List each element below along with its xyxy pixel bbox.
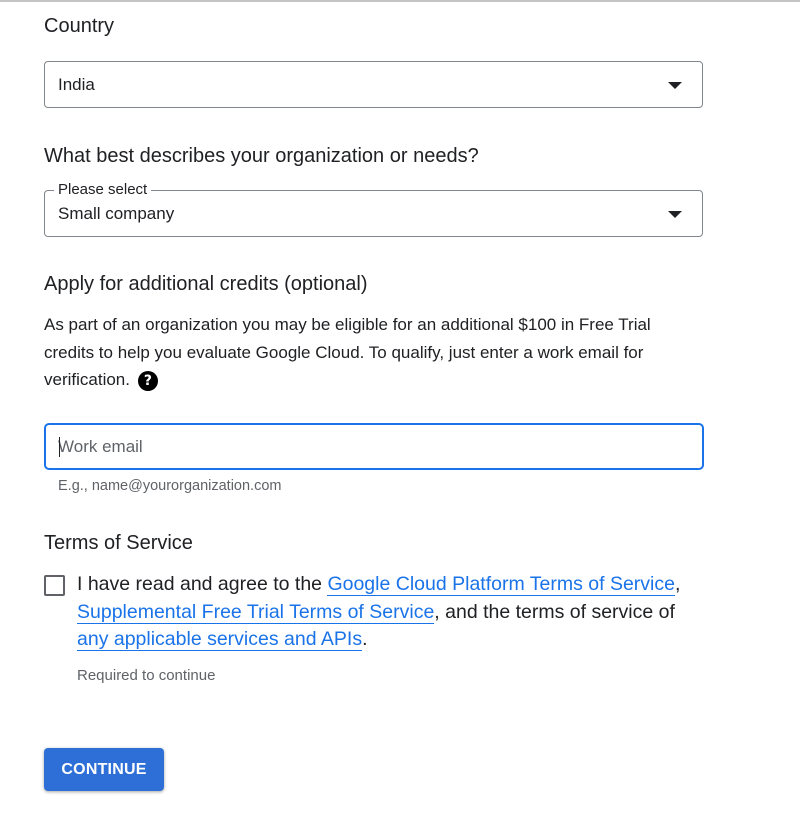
chevron-down-icon xyxy=(668,82,682,89)
chevron-down-icon xyxy=(668,211,682,218)
credits-description xyxy=(44,311,704,394)
services-apis-terms-link[interactable]: any applicable services and APIs xyxy=(77,628,363,650)
required-note: Required to continue xyxy=(77,667,216,684)
organization-select[interactable] xyxy=(44,181,703,237)
credits-description-text: As part of an organization you may be eligible for an additional $100 in Free Trial credits to help you evaluate Google Cloud. To qualify, just enter a work email for verification. xyxy=(44,315,651,389)
organization-selected-value: Small company xyxy=(58,204,175,223)
country-select[interactable] xyxy=(44,61,703,108)
country-selected-value: India xyxy=(58,75,95,94)
work-email-helper: E.g., name@yourorganization.com xyxy=(58,478,282,494)
work-email-input[interactable] xyxy=(58,425,678,468)
organization-heading: What best describes your organization or needs? xyxy=(44,145,479,167)
country-heading: Country xyxy=(44,15,115,37)
work-email-field[interactable] xyxy=(44,423,704,470)
terms-agreement-text xyxy=(77,571,707,654)
terms-text-before: I have read and agree to the xyxy=(77,573,328,595)
terms-text-middle: , and the terms of service of xyxy=(434,600,675,623)
gcp-terms-link[interactable]: Google Cloud Platform Terms of Service xyxy=(327,573,675,595)
continue-button[interactable]: CONTINUE xyxy=(44,748,164,791)
text-caret xyxy=(59,437,60,457)
help-icon[interactable]: ? xyxy=(138,371,158,391)
terms-text-between: , xyxy=(674,573,681,595)
free-trial-terms-link[interactable]: Supplemental Free Trial Terms of Service xyxy=(77,600,435,623)
terms-checkbox[interactable] xyxy=(44,575,65,596)
top-divider xyxy=(0,0,800,2)
credits-heading: Apply for additional credits (optional) xyxy=(44,273,368,295)
terms-text-end: . xyxy=(362,628,368,650)
terms-heading: Terms of Service xyxy=(44,532,193,554)
organization-select-label: Please select xyxy=(54,181,151,199)
